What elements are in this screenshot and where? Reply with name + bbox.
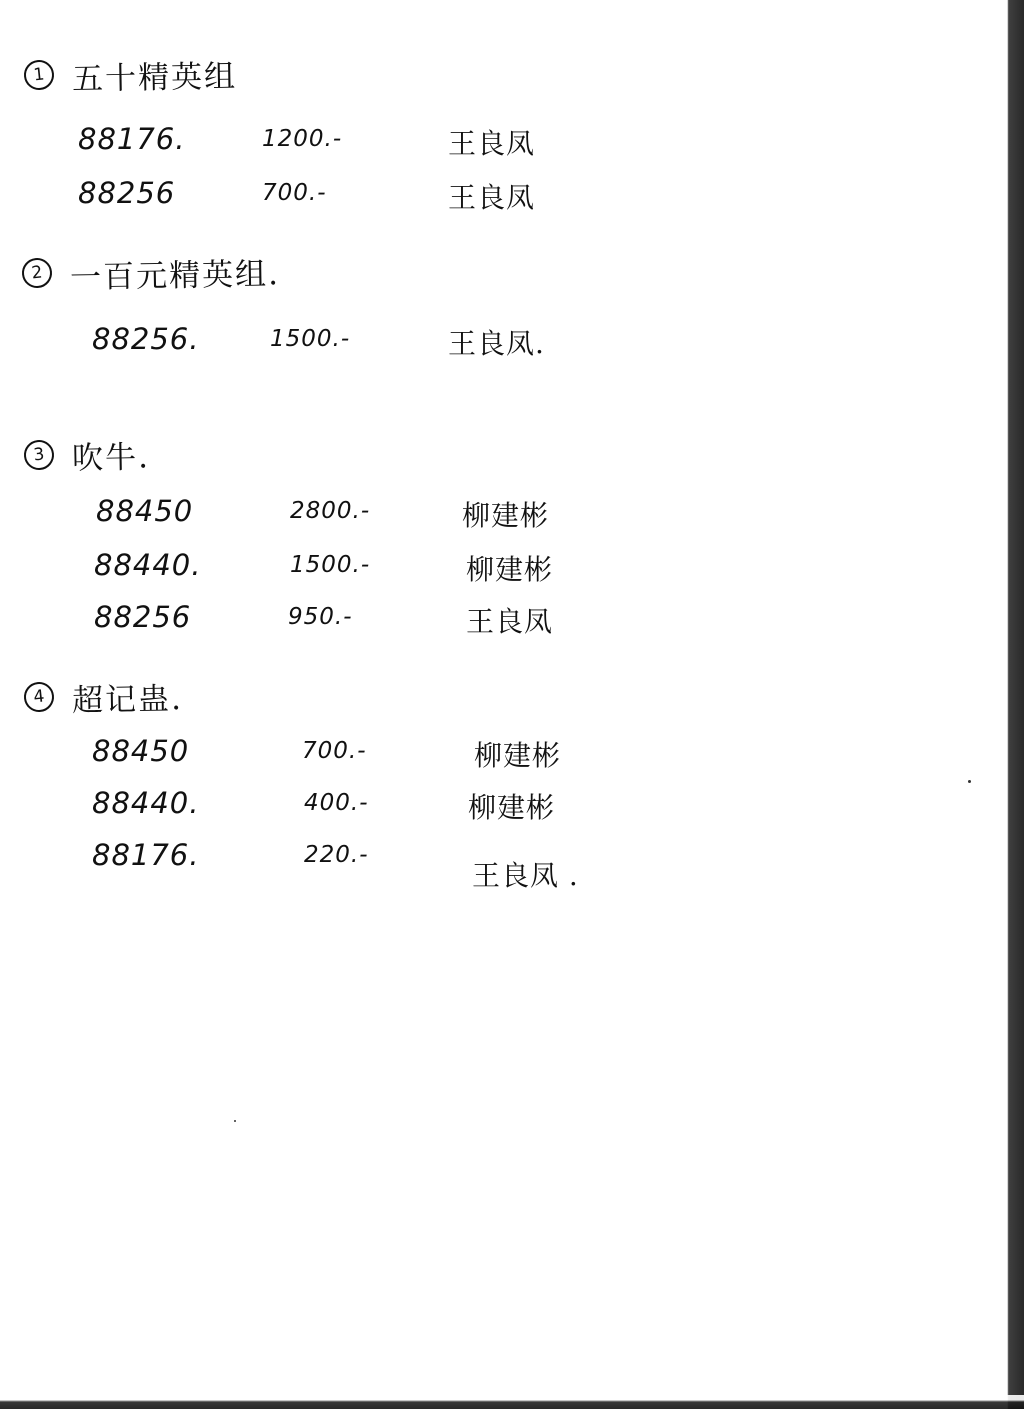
section-number: 3 bbox=[23, 438, 56, 471]
section-number: 2 bbox=[21, 256, 54, 289]
entry-amount: 1500.- bbox=[270, 326, 351, 352]
section-1-heading bbox=[24, 52, 237, 97]
entry-name: 柳建彬 bbox=[468, 791, 556, 824]
entry-code: 88450 bbox=[92, 734, 190, 768]
entry-name: 王良凤 bbox=[448, 181, 536, 214]
entry-code: 88256 bbox=[94, 600, 192, 634]
entry-name: 王良凤 . bbox=[472, 859, 579, 892]
entry-name: 王良凤. bbox=[448, 327, 545, 360]
entry-amount: 400.- bbox=[304, 790, 369, 816]
entry-name: 王良凤 bbox=[448, 127, 536, 160]
entry-amount: 1200.- bbox=[262, 126, 343, 152]
section-title: 超记蛊. bbox=[71, 681, 184, 719]
entry-amount: 220.- bbox=[304, 842, 369, 868]
entry-code: 88440. bbox=[92, 786, 200, 820]
entry-amount: 700.- bbox=[302, 738, 367, 764]
section-title: 五十精英组 bbox=[71, 58, 238, 98]
scan-speck bbox=[968, 780, 971, 783]
entry-name: 柳建彬 bbox=[462, 499, 550, 532]
entry-code: 88440. bbox=[94, 548, 202, 582]
entry-code: 88176. bbox=[92, 838, 200, 872]
section-3-heading bbox=[24, 432, 150, 477]
entry-name: 柳建彬 bbox=[466, 553, 554, 586]
entry-code: 88450 bbox=[96, 494, 194, 528]
section-title: 吹牛. bbox=[71, 439, 151, 477]
scan-speck bbox=[234, 1120, 236, 1122]
section-2-heading bbox=[22, 250, 280, 295]
section-title: 一百元精英组. bbox=[69, 256, 281, 296]
entry-name: 柳建彬 bbox=[474, 739, 562, 772]
entry-code: 88176. bbox=[78, 122, 186, 156]
entry-amount: 950.- bbox=[288, 604, 353, 630]
scan-edge-right bbox=[996, 0, 1024, 1409]
section-number: 4 bbox=[23, 680, 56, 713]
section-number: 1 bbox=[23, 58, 56, 91]
entry-name: 王良凤 bbox=[466, 605, 554, 638]
entry-code: 88256 bbox=[78, 176, 176, 210]
section-4-heading bbox=[24, 674, 183, 719]
entry-amount: 700.- bbox=[262, 180, 327, 206]
entry-amount: 2800.- bbox=[290, 498, 371, 524]
scan-edge-bottom bbox=[0, 1395, 1024, 1409]
entry-code: 88256. bbox=[92, 322, 200, 356]
entry-amount: 1500.- bbox=[290, 552, 371, 578]
